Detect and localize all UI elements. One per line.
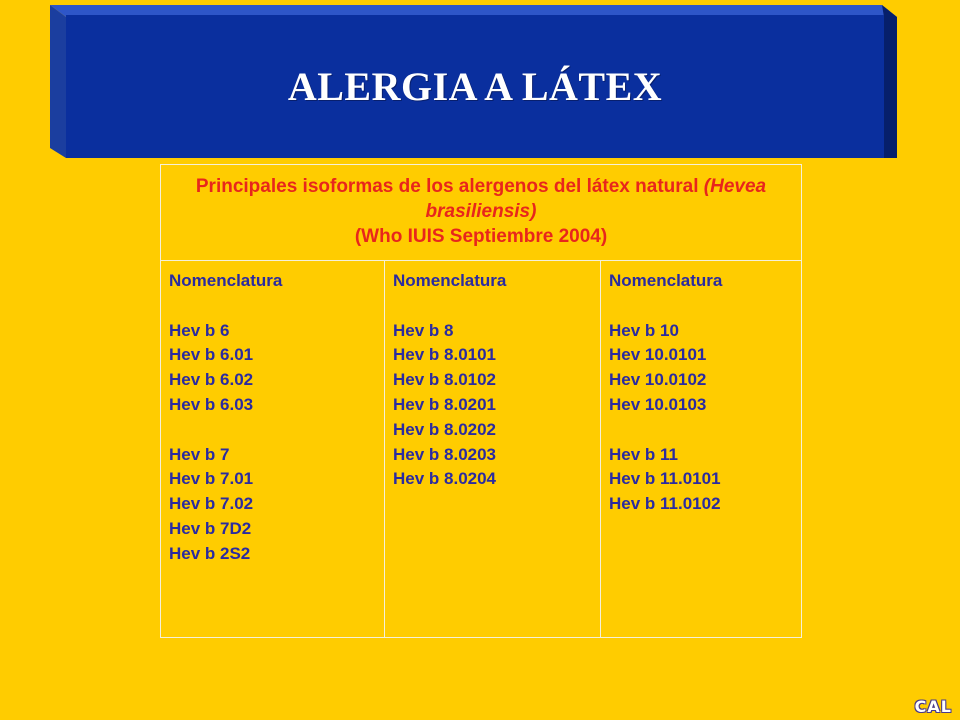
- allergen-item: Hev b 7.02: [169, 494, 254, 514]
- table-header: [161, 165, 801, 261]
- allergen-item: Hev b 7: [169, 444, 230, 464]
- allergen-item: Hev b 8.0201: [393, 394, 497, 414]
- allergen-item: Hev b 11.0101: [609, 469, 721, 489]
- header-line-2: [161, 199, 801, 224]
- header-line-3: (Who IUIS Septiembre 2004): [354, 226, 608, 247]
- allergen-item: Hev b 6.02: [169, 370, 254, 390]
- table-column-1: [161, 261, 385, 637]
- slide-title: ALERGIA A LÁTEX: [287, 64, 663, 109]
- allergen-item: Hev b 8.0102: [393, 370, 497, 390]
- allergen-item: Hev b 6: [169, 320, 230, 340]
- group-spacer: [609, 294, 801, 319]
- isoform-table: [160, 164, 802, 638]
- table-column-3: [601, 261, 801, 637]
- allergen-item: Hev b 8.0202: [393, 419, 497, 439]
- column-heading: Nomenclatura: [393, 271, 507, 290]
- column-heading: Nomenclatura: [169, 271, 283, 290]
- allergen-item: Hev b 8.0101: [393, 345, 497, 365]
- allergen-item: Hev b 6.01: [169, 345, 254, 365]
- column-heading: Nomenclatura: [609, 271, 723, 290]
- allergen-item: Hev b 10: [609, 320, 679, 340]
- allergen-item: Hev b 7D2: [169, 518, 252, 538]
- banner-face: [66, 15, 884, 158]
- header-line-1-italic: (Hevea: [703, 176, 767, 197]
- group-spacer: [393, 294, 600, 319]
- allergen-item: Hev b 7.01: [169, 469, 254, 489]
- group-spacer: [169, 418, 384, 443]
- allergen-item: Hev b 11: [609, 444, 678, 464]
- allergen-item: Hev b 8.0204: [393, 469, 497, 489]
- header-line-1: [161, 174, 801, 199]
- title-banner: [50, 5, 897, 158]
- allergen-item: Hev b 8: [393, 320, 454, 340]
- allergen-item: Hev 10.0101: [609, 345, 707, 365]
- allergen-item: Hev b 8.0203: [393, 444, 497, 464]
- cal-logo: CAL: [914, 697, 952, 716]
- allergen-item: Hev 10.0102: [609, 370, 707, 390]
- group-spacer: [609, 418, 801, 443]
- allergen-item: Hev b 2S2: [169, 543, 251, 563]
- header-line-2-italic: brasiliensis): [425, 201, 537, 222]
- group-spacer: [169, 294, 384, 319]
- allergen-item: Hev 10.0103: [609, 394, 707, 414]
- table-column-2: [385, 261, 601, 637]
- header-line-1-plain: Principales isoformas de los alergenos del látex natural: [195, 176, 704, 197]
- allergen-item: Hev b 11.0102: [609, 494, 721, 514]
- allergen-item: Hev b 6.03: [169, 394, 254, 414]
